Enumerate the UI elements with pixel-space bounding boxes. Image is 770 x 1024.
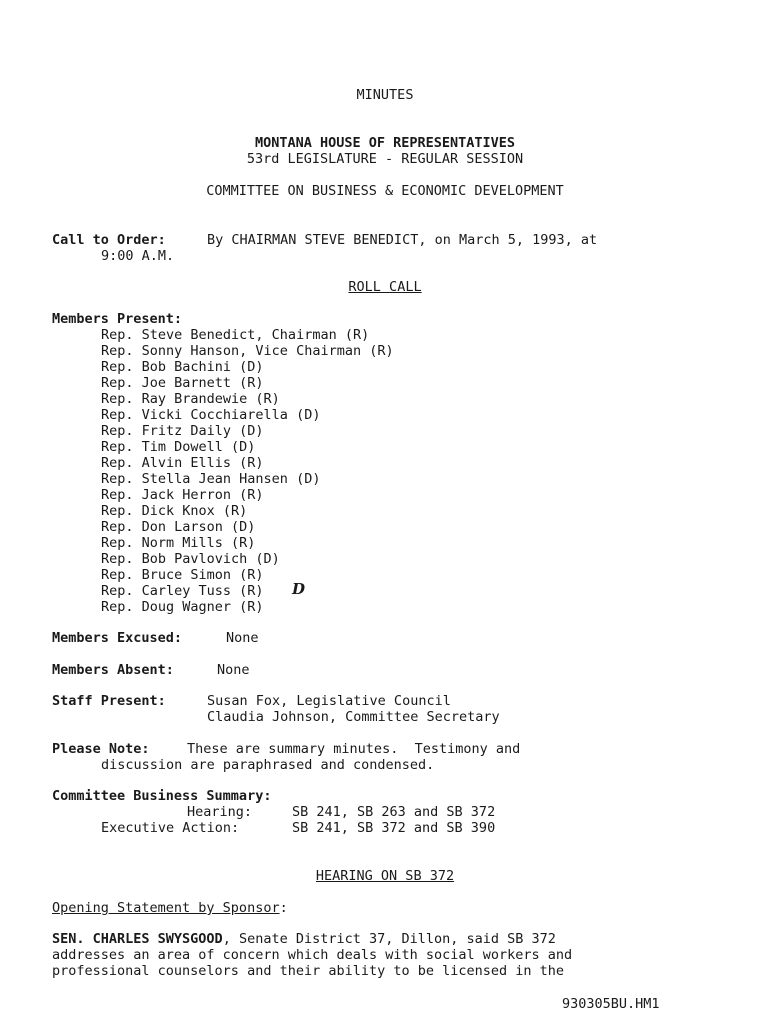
handwritten-correction: D: [292, 580, 306, 598]
member-item: Rep. Steve Benedict, Chairman (R): [101, 327, 370, 343]
please-note-text: discussion are paraphrased and condensed.: [101, 757, 435, 773]
page-footer-code: 930305BU.HM1: [562, 996, 660, 1012]
opening-statement-colon: :: [279, 900, 288, 916]
member-item: Rep. Sonny Hanson, Vice Chairman (R): [101, 343, 394, 359]
member-item: Rep. Joe Barnett (R): [101, 375, 264, 391]
member-item: Rep. Vicki Cocchiarella (D): [101, 407, 321, 423]
member-item: Rep. Fritz Daily (D): [101, 423, 264, 439]
hearing-value: SB 241, SB 263 and SB 372: [292, 804, 496, 820]
session-title: 53rd LEGISLATURE - REGULAR SESSION: [246, 151, 524, 167]
sponsor-text-line: addresses an area of concern which deals with social workers and: [52, 947, 573, 963]
business-summary-label: Committee Business Summary:: [52, 788, 272, 804]
executive-action-label: Executive Action:: [101, 820, 240, 836]
staff-present-label: Staff Present:: [52, 693, 166, 709]
hearing-heading: HEARING ON SB 372: [315, 868, 455, 884]
committee-title: COMMITTEE ON BUSINESS & ECONOMIC DEVELOPMENT: [206, 183, 564, 199]
sponsor-name: SEN. CHARLES SWYSGOOD: [52, 931, 223, 947]
members-present-label: Members Present:: [52, 311, 183, 327]
member-item: Rep. Stella Jean Hansen (D): [101, 471, 321, 487]
please-note-label: Please Note:: [52, 741, 150, 757]
members-excused-value: None: [226, 630, 259, 646]
members-absent-value: None: [217, 662, 250, 678]
opening-statement-label: Opening Statement by Sponsor: [52, 900, 280, 916]
opening-statement-heading: [52, 900, 288, 916]
executive-action-value: SB 241, SB 372 and SB 390: [292, 820, 496, 836]
member-item: Rep. Alvin Ellis (R): [101, 455, 264, 471]
member-item: Rep. Norm Mills (R): [101, 535, 256, 551]
house-title: MONTANA HOUSE OF REPRESENTATIVES: [254, 135, 516, 151]
member-item: Rep. Ray Brandewie (R): [101, 391, 280, 407]
member-item: Rep. Dick Knox (R): [101, 503, 248, 519]
member-item: Rep. Tim Dowell (D): [101, 439, 256, 455]
member-item: Rep. Carley Tuss (R): [101, 583, 264, 599]
member-item: Rep. Doug Wagner (R): [101, 599, 264, 615]
member-item: Rep. Don Larson (D): [101, 519, 256, 535]
staff-line: Claudia Johnson, Committee Secretary: [207, 709, 500, 725]
members-absent-label: Members Absent:: [52, 662, 174, 678]
sponsor-line: [52, 931, 556, 947]
member-item: Rep. Bob Bachini (D): [101, 359, 264, 375]
member-item: Rep. Jack Herron (R): [101, 487, 264, 503]
sponsor-text: , Senate District 37, Dillon, said SB 372: [222, 931, 556, 947]
member-item: Rep. Bruce Simon (R): [101, 567, 264, 583]
members-excused-label: Members Excused:: [52, 630, 183, 646]
call-to-order-text: By CHAIRMAN STEVE BENEDICT, on March 5, 1993, at: [207, 232, 598, 248]
member-item: Rep. Bob Pavlovich (D): [101, 551, 280, 567]
call-to-order-label: Call to Order:: [52, 232, 166, 248]
staff-line: Susan Fox, Legislative Council: [207, 693, 451, 709]
roll-call-heading: ROLL CALL: [348, 279, 422, 295]
sponsor-text-line: professional counselors and their ability to be licensed in the: [52, 963, 565, 979]
hearing-label: Hearing:: [187, 804, 253, 820]
call-to-order-time: 9:00 A.M.: [101, 248, 175, 264]
minutes-heading: MINUTES: [356, 87, 414, 103]
please-note-text: These are summary minutes. Testimony and: [187, 741, 521, 757]
